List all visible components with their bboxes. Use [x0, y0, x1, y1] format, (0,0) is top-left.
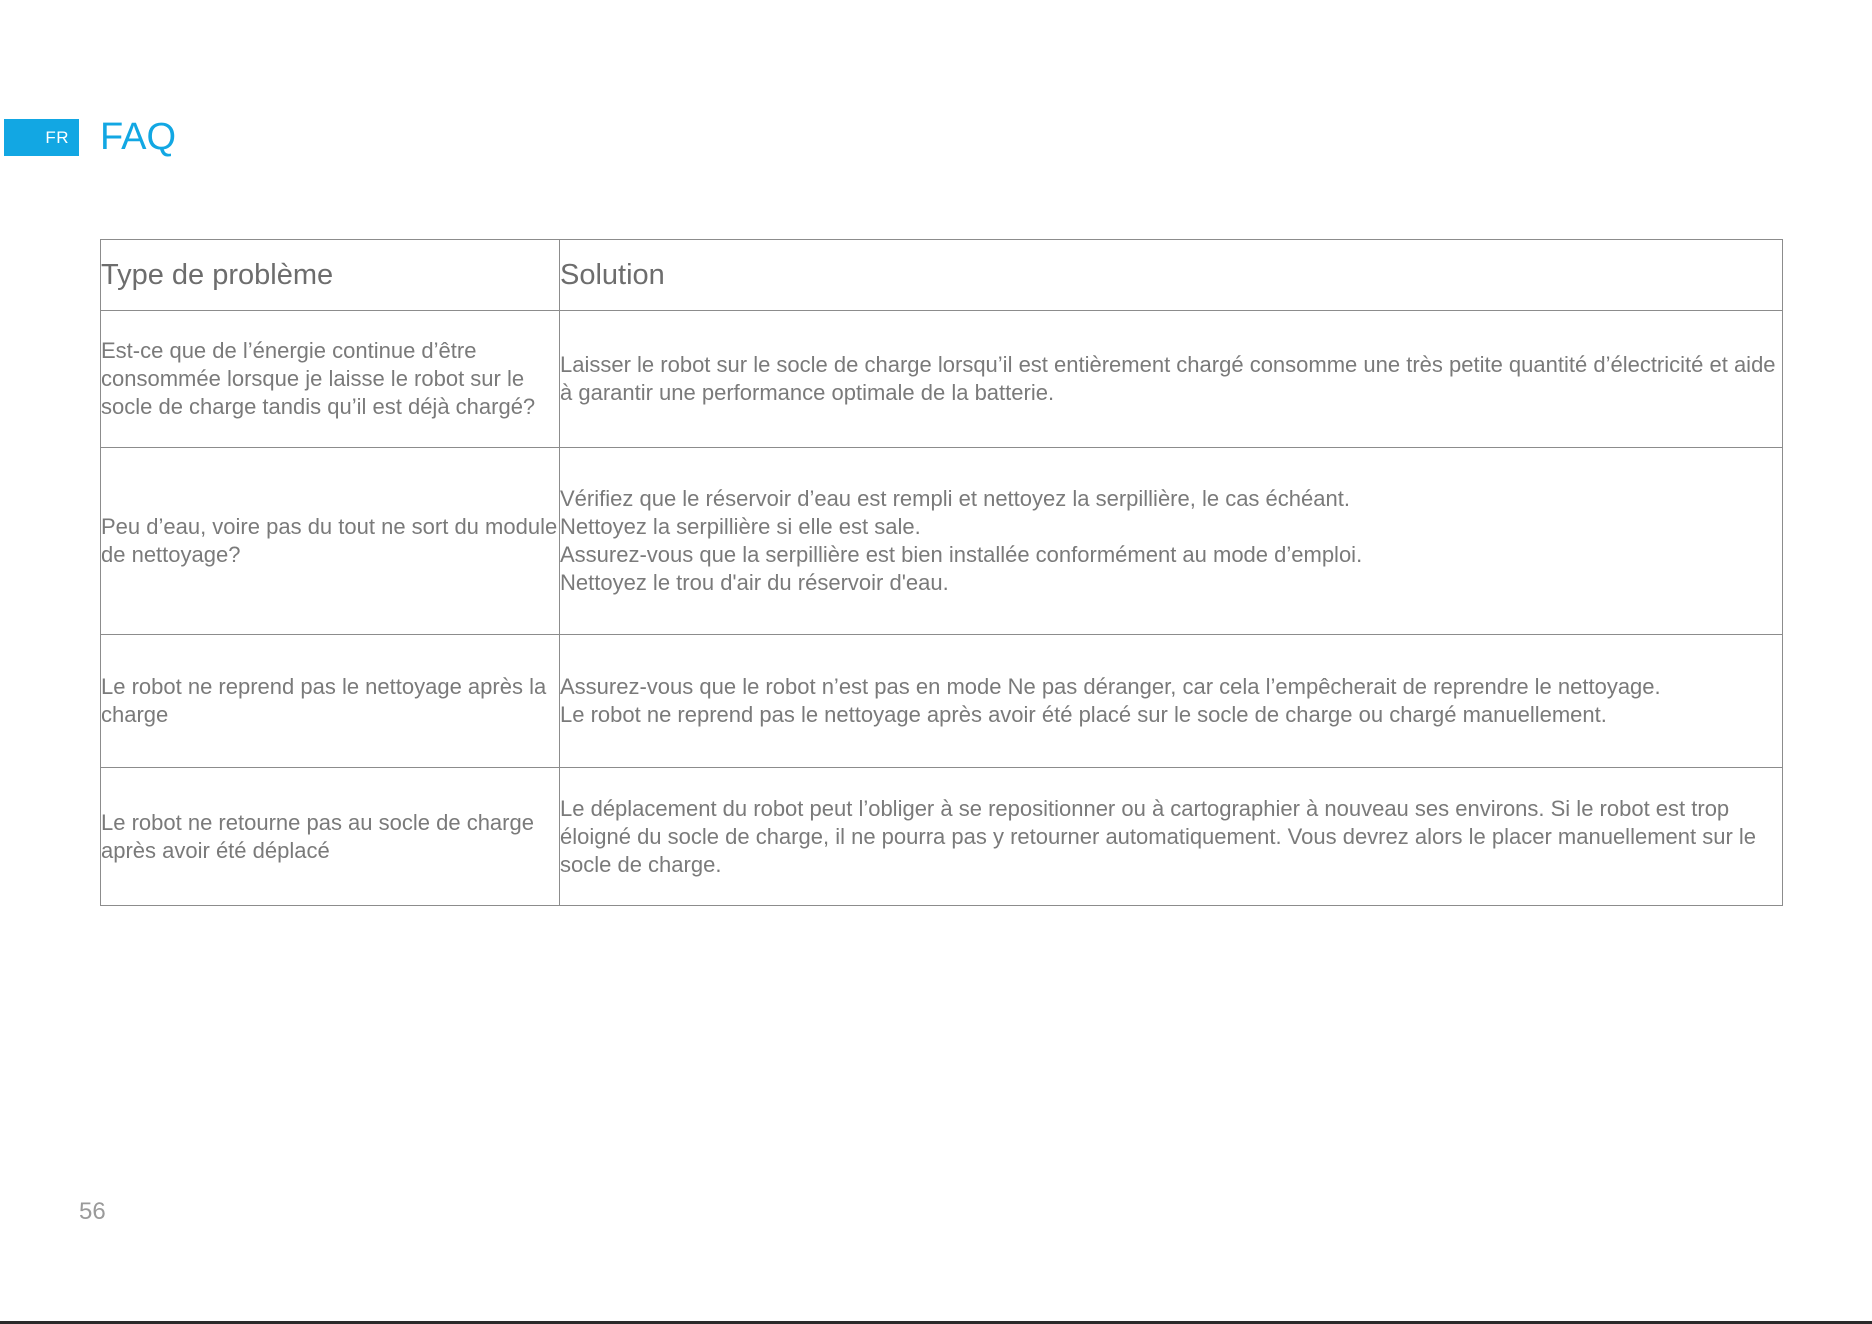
solution-line: Vérifiez que le réservoir d’eau est rempli et nettoyez la serpillière, le cas échéant.: [560, 486, 1350, 511]
solution-line: Assurez-vous que le robot n’est pas en mode Ne pas déranger, car cela l’empêcherait de reprendre le nettoyage.: [560, 674, 1661, 699]
problem-cell: Peu d’eau, voire pas du tout ne sort du module de nettoyage?: [101, 448, 560, 635]
solution-cell: [560, 311, 1783, 448]
problem-cell: Le robot ne reprend pas le nettoyage après la charge: [101, 635, 560, 768]
column-header-problem: Type de problème: [101, 240, 560, 311]
table-header-row: [101, 240, 1783, 311]
column-header-solution: Solution: [560, 240, 1783, 311]
problem-cell: Est-ce que de l’énergie continue d’être consommée lorsque je laisse le robot sur le socle de charge tandis qu’il est déjà chargé?: [101, 311, 560, 448]
solution-line: Nettoyez le trou d'air du réservoir d'eau.: [560, 570, 949, 595]
solution-cell: [560, 768, 1783, 906]
table-row: [101, 768, 1783, 906]
solution-line: Nettoyez la serpillière si elle est sale.: [560, 514, 921, 539]
faq-table: [100, 239, 1783, 906]
solution-line: Assurez-vous que la serpillière est bien installée conformément au mode d’emploi.: [560, 542, 1363, 567]
language-badge-label: FR: [45, 127, 69, 147]
table-row: [101, 311, 1783, 448]
page-number: 56: [79, 1198, 106, 1225]
table-row: [101, 635, 1783, 768]
solution-cell: [560, 635, 1783, 768]
solution-line: Le déplacement du robot peut l’obliger à se repositionner ou à cartographier à nouveau ses environs. Si le robot est trop éloigné du socle de charge, il ne pourra pas y retourner automatiquement. Vous devrez alors le placer manuellement sur le socle de charge.: [560, 795, 1757, 877]
language-badge: [4, 119, 79, 156]
page-title: FAQ: [100, 116, 177, 158]
table-row: [101, 448, 1783, 635]
solution-line: Le robot ne reprend pas le nettoyage après avoir été placé sur le socle de charge ou chargé manuellement.: [560, 702, 1607, 727]
solution-cell: [560, 448, 1783, 635]
solution-line: Laisser le robot sur le socle de charge lorsqu’il est entièrement chargé consomme une très petite quantité d’électricité et aide à garantir une performance optimale de la batterie.: [560, 352, 1776, 405]
problem-cell: Le robot ne retourne pas au socle de charge après avoir été déplacé: [101, 768, 560, 906]
